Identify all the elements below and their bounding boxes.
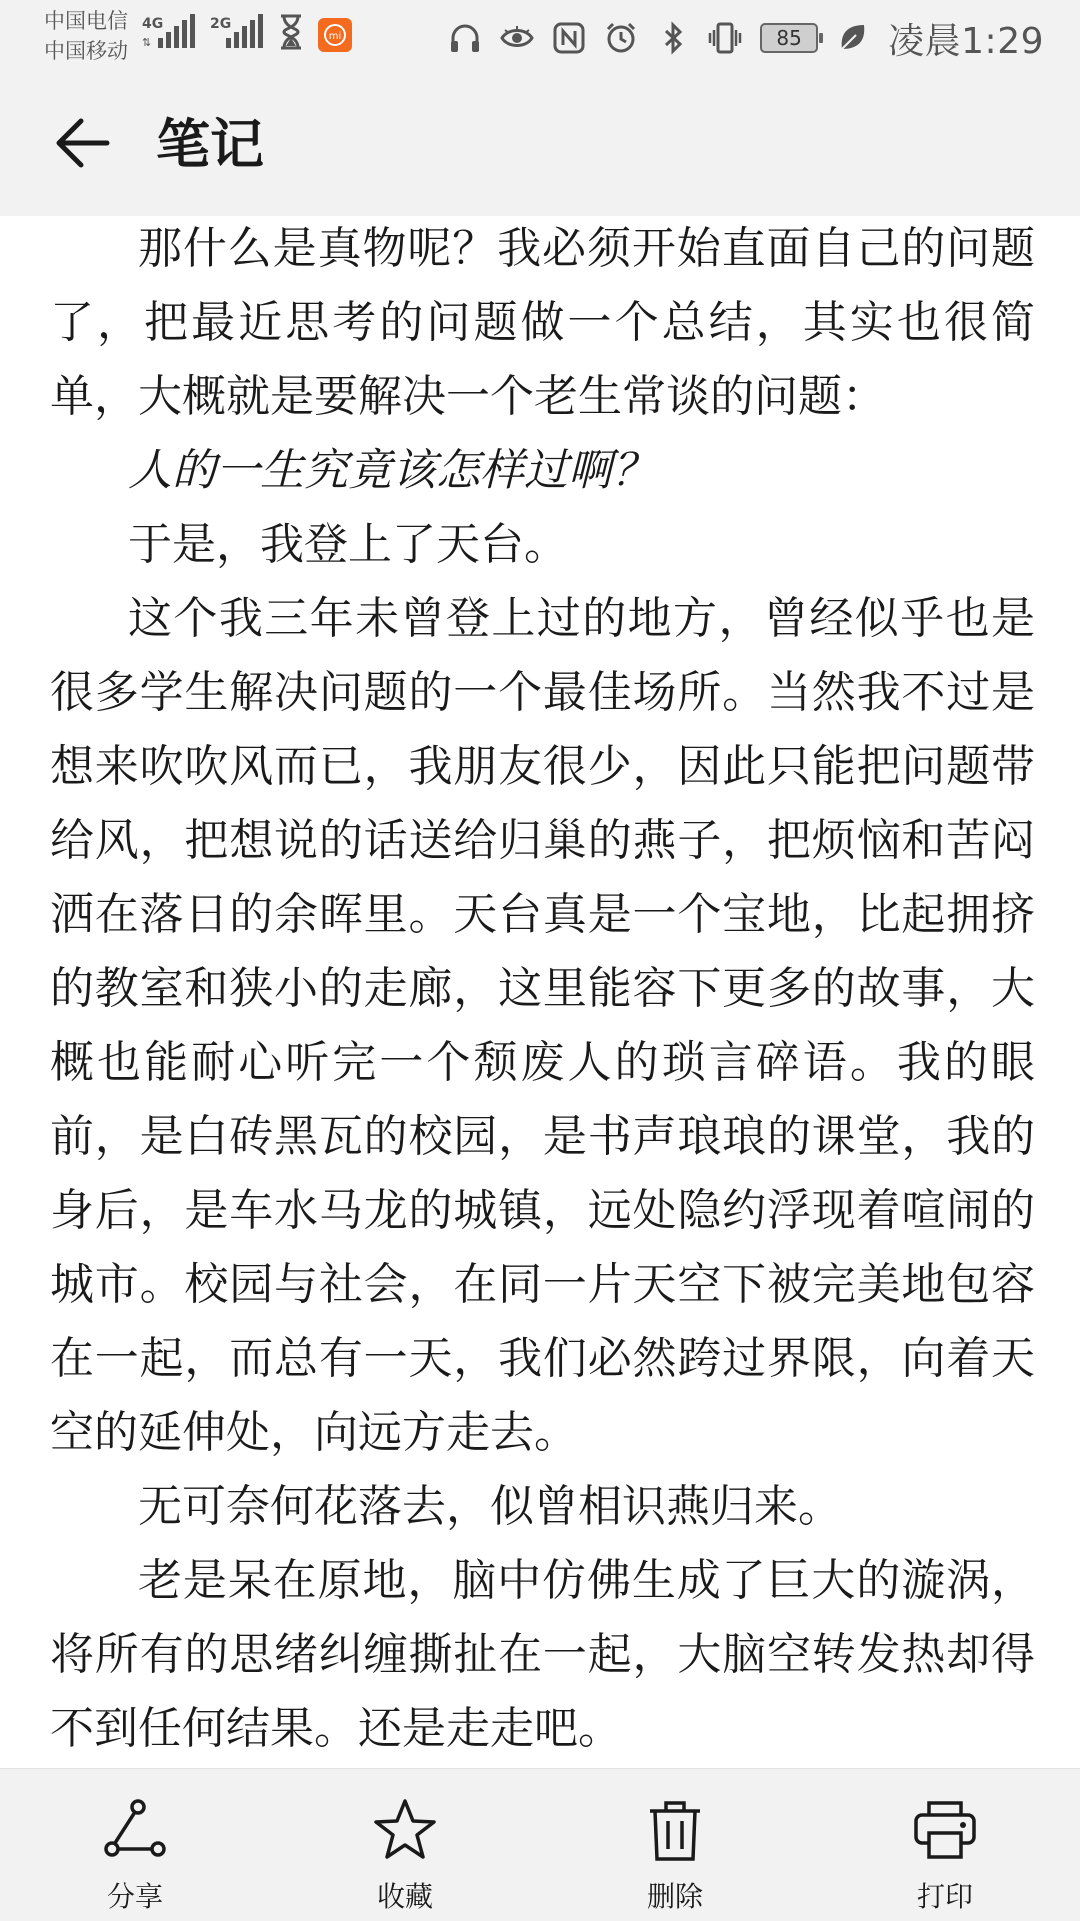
network-type-2: 2G bbox=[210, 16, 232, 32]
paragraph: 于是，我登上了天台。 bbox=[128, 519, 568, 570]
vibrate-icon bbox=[708, 21, 742, 55]
carrier-1: 中国电信 bbox=[44, 9, 128, 33]
print-button[interactable] bbox=[810, 1769, 1080, 1921]
share-button[interactable] bbox=[0, 1769, 270, 1921]
delete-button[interactable] bbox=[540, 1769, 810, 1921]
nfc-icon bbox=[552, 21, 586, 55]
page-title: 笔记 bbox=[156, 113, 264, 176]
battery-indicator: 85 bbox=[760, 23, 818, 53]
mi-app-icon bbox=[318, 18, 352, 52]
favorite-label: 收藏 bbox=[376, 1880, 433, 1913]
paragraph: 那什么是真物呢？我必须开始直面自己的问题了，把最近思考的问题做一个总结，其实也很简单，大概就是要解决一个老生常谈的问题： bbox=[50, 223, 1035, 422]
signal-strength-1-icon bbox=[142, 12, 198, 52]
paragraph: 老是呆在原地，脑中仿佛生成了巨大的漩涡，将所有的思绪纠缠撕扯在一起，大脑空转发热却得不到任何结果。还是走走吧。 bbox=[50, 1555, 1035, 1754]
paragraph: 这个我三年未曾登上过的地方，曾经似乎也是很多学生解决问题的一个最佳场所。当然我不过是想来吹吹风而已，我朋友很少，因此只能把问题带给风，把想说的话送给归巢的燕子，把烦恼和苦闷洒在落日的余晖里。天台真是一个宝地，比起拥挤的教室和狭小的走廊，这里能容下更多的故事，大概也能耐心听完一个颓废人的琐言碎语。我的眼前，是白砖黑瓦的校园，是书声琅琅的课堂，我的身后，是车水马龙的城镇，远处隐约浮现着喧闹的城市。校园与社会，在同一片天空下被完美地包容在一起，而总有一天，我们必然跨过界限，向着天空的延伸处，向远方走去。 bbox=[50, 593, 1035, 1458]
printer-icon bbox=[912, 1797, 978, 1863]
favorite-button[interactable] bbox=[270, 1769, 540, 1921]
status-icons bbox=[448, 8, 1044, 68]
app-bar bbox=[0, 74, 1080, 216]
share-label: 分享 bbox=[106, 1880, 163, 1913]
star-icon bbox=[372, 1797, 438, 1863]
status-bar bbox=[0, 0, 1080, 74]
signal-strength-2-icon bbox=[210, 12, 266, 52]
leaf-icon bbox=[836, 21, 870, 55]
hourglass-icon bbox=[278, 12, 304, 52]
print-label: 打印 bbox=[916, 1880, 973, 1913]
paragraph: 无可奈何花落去，似曾相识燕归来。 bbox=[138, 1481, 842, 1532]
arrow-left-icon bbox=[55, 115, 111, 171]
network-type-1: 4G bbox=[142, 16, 164, 32]
headphones-icon bbox=[448, 21, 482, 55]
trash-icon bbox=[642, 1797, 708, 1863]
bottom-toolbar bbox=[0, 1768, 1080, 1921]
back-button[interactable] bbox=[48, 108, 118, 178]
alarm-icon bbox=[604, 21, 638, 55]
svg-text:⇅: ⇅ bbox=[142, 36, 152, 49]
share-icon bbox=[102, 1797, 168, 1863]
bluetooth-icon bbox=[656, 21, 690, 55]
note-text bbox=[50, 216, 1035, 1766]
svg-text:mi: mi bbox=[328, 31, 342, 42]
clock: 凌晨1:29 bbox=[888, 20, 1044, 62]
note-content[interactable] bbox=[0, 216, 1080, 1768]
carrier-2: 中国移动 bbox=[44, 39, 128, 63]
delete-label: 删除 bbox=[646, 1880, 703, 1913]
paragraph-italic: 人的一生究竟该怎样过啊？ bbox=[128, 445, 656, 496]
carrier-info bbox=[44, 6, 128, 66]
eye-icon bbox=[500, 21, 534, 55]
